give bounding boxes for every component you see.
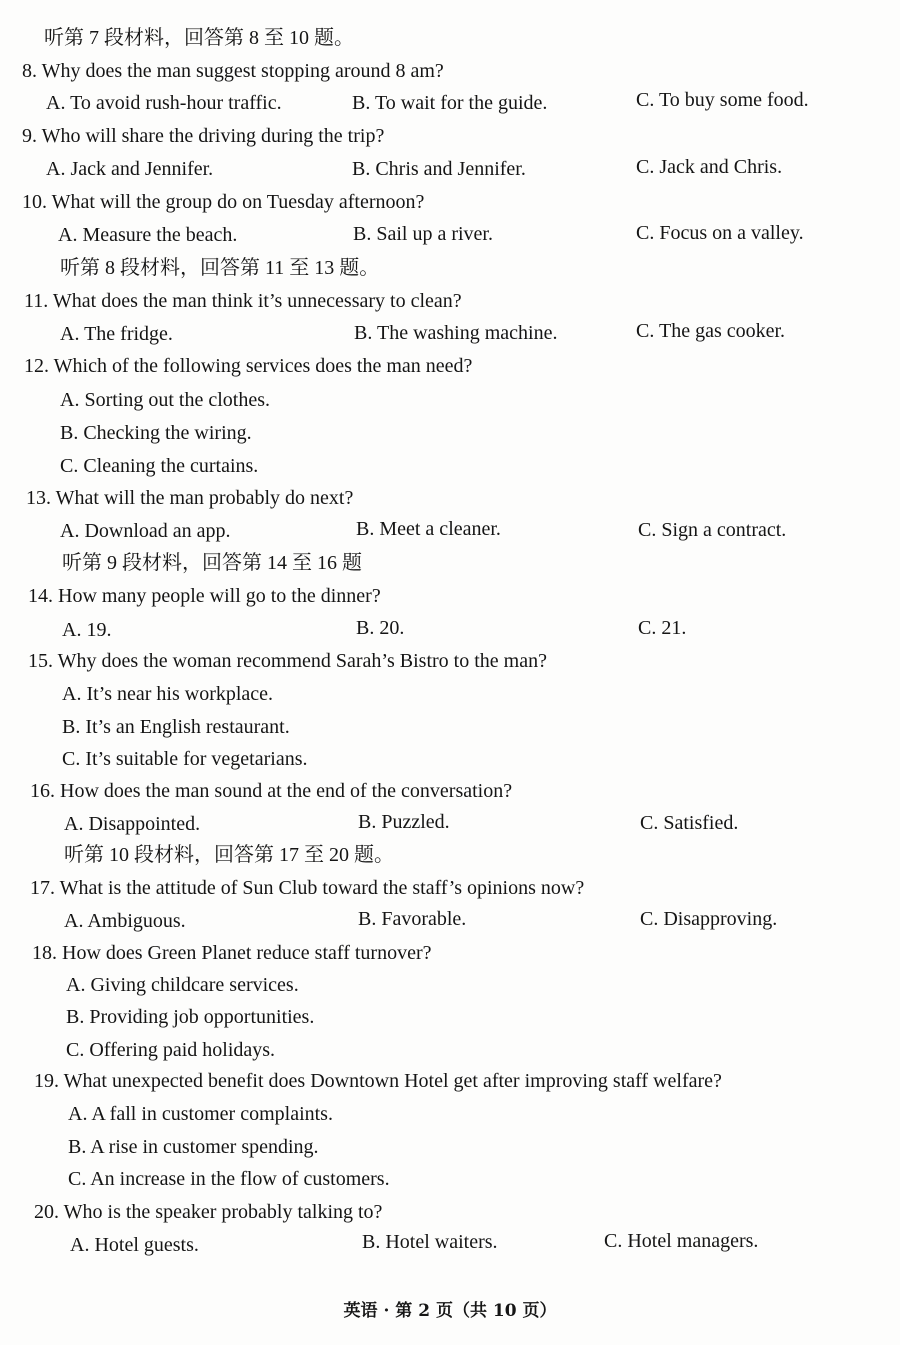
q18-option-a: A. Giving childcare services. — [66, 974, 299, 996]
question-11: 11. What does the man think it’s unnecessary to clean? — [24, 290, 462, 312]
question-17: 17. What is the attitude of Sun Club toward the staff’s opinions now? — [30, 877, 585, 899]
q12-option-a: A. Sorting out the clothes. — [60, 389, 270, 411]
question-18: 18. How does Green Planet reduce staff turnover? — [32, 942, 432, 964]
q8-option-a: A. To avoid rush-hour traffic. — [46, 92, 282, 114]
q13-option-b: B. Meet a cleaner. — [356, 518, 501, 540]
question-10: 10. What will the group do on Tuesday afternoon? — [22, 191, 425, 213]
q10-option-c: C. Focus on a valley. — [636, 222, 804, 244]
q10-option-a: A. Measure the beach. — [58, 224, 238, 246]
q8-option-b: B. To wait for the guide. — [352, 92, 548, 114]
question-14: 14. How many people will go to the dinner? — [28, 585, 381, 607]
section-heading: 听第 10 段材料，回答第 17 至 20 题。 — [64, 844, 394, 866]
q17-option-b: B. Favorable. — [358, 908, 467, 930]
q19-option-a: A. A fall in customer complaints. — [68, 1103, 333, 1125]
q16-option-c: C. Satisfied. — [640, 812, 739, 834]
q13-option-c: C. Sign a contract. — [638, 519, 787, 541]
q17-option-a: A. Ambiguous. — [64, 910, 186, 932]
question-8: 8. Why does the man suggest stopping around 8 am? — [22, 60, 444, 82]
q8-option-c: C. To buy some food. — [636, 89, 809, 111]
q18-option-b: B. Providing job opportunities. — [66, 1006, 315, 1028]
q15-option-a: A. It’s near his workplace. — [62, 683, 274, 705]
q12-option-b: B. Checking the wiring. — [60, 422, 252, 444]
section-heading: 听第 9 段材料，回答第 14 至 16 题 — [62, 552, 362, 574]
q9-option-c: C. Jack and Chris. — [636, 156, 783, 178]
q11-option-a: A. The fridge. — [60, 323, 173, 345]
page-footer: 英语 · 第 2 页（共 10 页） — [343, 1301, 557, 1321]
q17-option-c: C. Disapproving. — [640, 908, 778, 930]
q16-option-a: A. Disappointed. — [64, 813, 201, 835]
question-20: 20. Who is the speaker probably talking to? — [34, 1201, 383, 1223]
section-heading: 听第 8 段材料，回答第 11 至 13 题。 — [60, 257, 380, 279]
q14-option-c: C. 21. — [638, 617, 687, 639]
q20-option-c: C. Hotel managers. — [604, 1230, 759, 1252]
q19-option-b: B. A rise in customer spending. — [68, 1136, 319, 1158]
question-9: 9. Who will share the driving during the trip? — [22, 125, 385, 147]
question-16: 16. How does the man sound at the end of the conversation? — [30, 780, 513, 802]
q14-option-b: B. 20. — [356, 617, 405, 639]
q15-option-b: B. It’s an English restaurant. — [62, 716, 290, 738]
question-12: 12. Which of the following services does the man need? — [24, 355, 473, 377]
q9-option-a: A. Jack and Jennifer. — [46, 158, 214, 180]
q11-option-b: B. The washing machine. — [354, 322, 558, 344]
section-heading: 听第 7 段材料，回答第 8 至 10 题。 — [44, 27, 354, 49]
q19-option-c: C. An increase in the flow of customers. — [68, 1168, 390, 1190]
q14-option-a: A. 19. — [62, 619, 112, 641]
q10-option-b: B. Sail up a river. — [353, 223, 493, 245]
q12-option-c: C. Cleaning the curtains. — [60, 455, 259, 477]
q9-option-b: B. Chris and Jennifer. — [352, 158, 526, 180]
question-19: 19. What unexpected benefit does Downtown Hotel get after improving staff welfare? — [34, 1070, 722, 1092]
question-15: 15. Why does the woman recommend Sarah’s Bistro to the man? — [28, 650, 547, 672]
q20-option-a: A. Hotel guests. — [70, 1234, 199, 1256]
q20-option-b: B. Hotel waiters. — [362, 1231, 498, 1253]
q16-option-b: B. Puzzled. — [358, 811, 450, 833]
q15-option-c: C. It’s suitable for vegetarians. — [62, 748, 308, 770]
q11-option-c: C. The gas cooker. — [636, 320, 786, 342]
q13-option-a: A. Download an app. — [60, 520, 231, 542]
question-13: 13. What will the man probably do next? — [26, 487, 354, 509]
q18-option-c: C. Offering paid holidays. — [66, 1039, 276, 1061]
